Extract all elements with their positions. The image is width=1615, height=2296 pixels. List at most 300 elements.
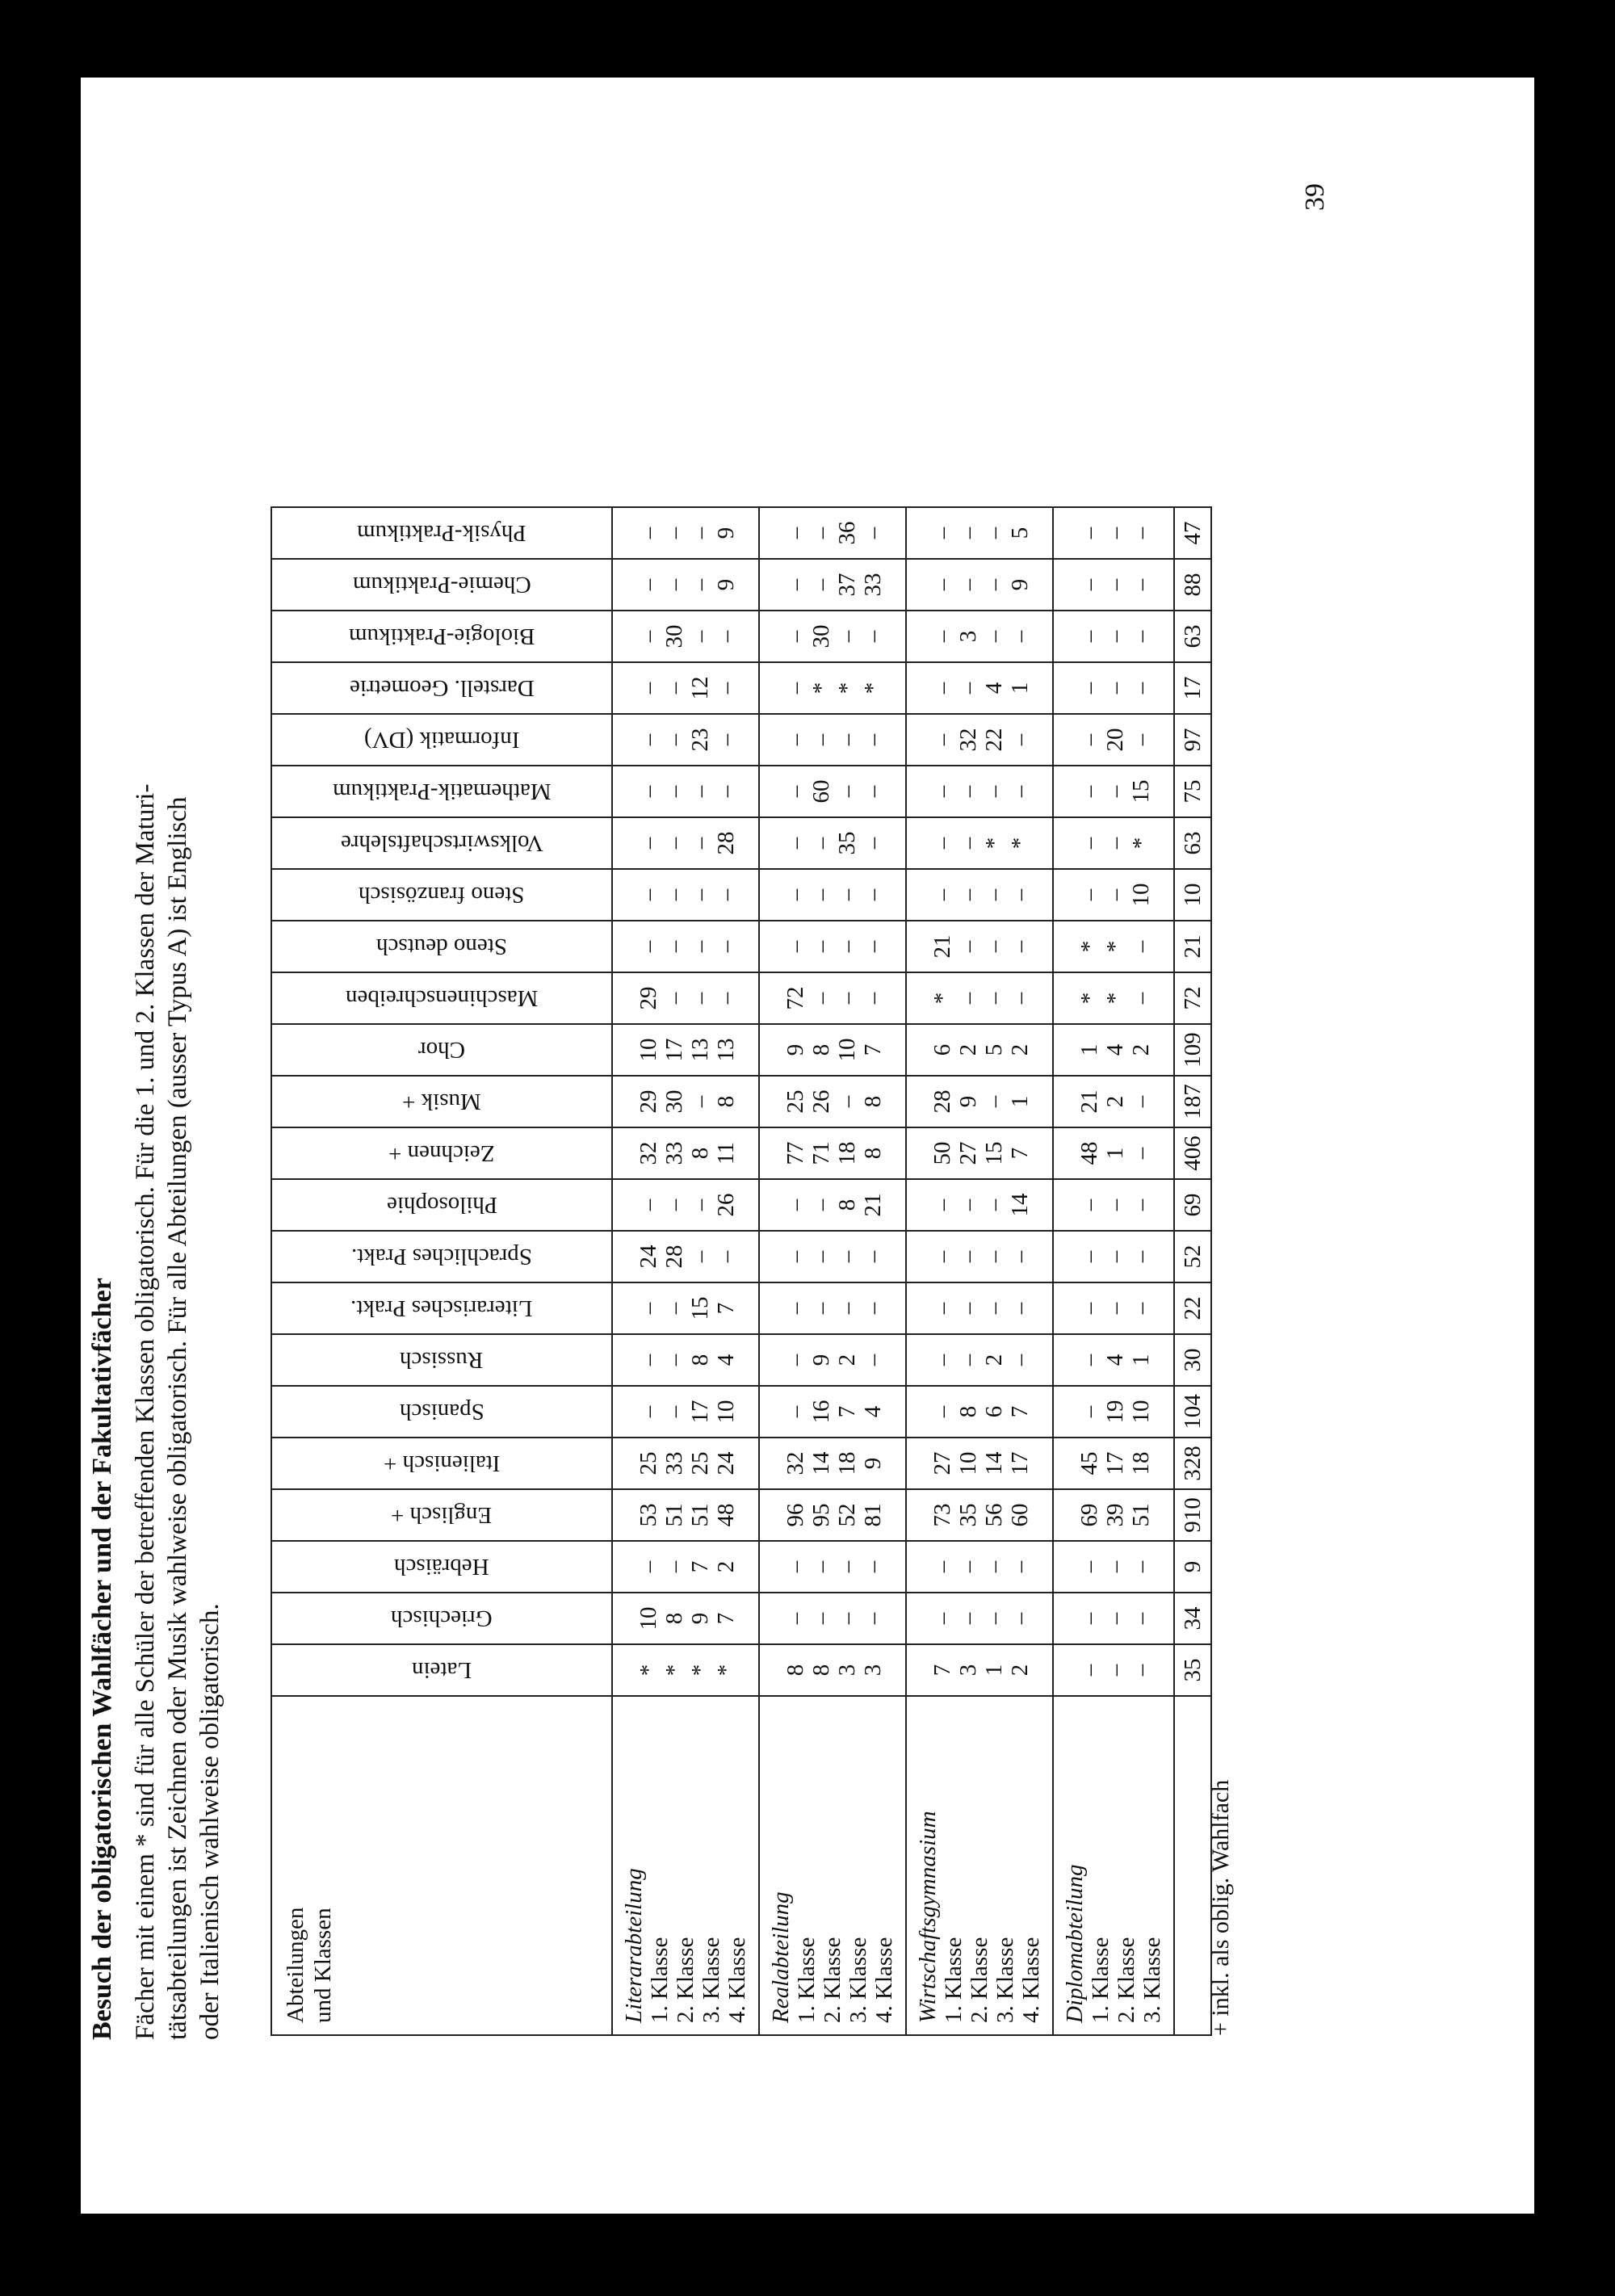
- enrollment-table: [271, 506, 1212, 2036]
- value: –: [782, 785, 808, 798]
- column-header-label: Maschinenschreiben: [345, 985, 539, 1012]
- row-header-line: und Klassen: [310, 1908, 336, 2023]
- value: *: [1076, 992, 1102, 1005]
- value: 18: [1128, 1451, 1154, 1475]
- value: *: [981, 837, 1007, 850]
- value: –: [981, 1302, 1007, 1315]
- value: –: [981, 578, 1007, 591]
- value: 51: [661, 1503, 687, 1527]
- value: –: [1076, 1198, 1102, 1211]
- value-cell: [906, 1282, 1053, 1334]
- value: 21: [929, 934, 955, 959]
- value: –: [1076, 1405, 1102, 1418]
- total-cell: 406: [1174, 1127, 1211, 1179]
- value: 28: [661, 1245, 687, 1269]
- value: –: [860, 1560, 886, 1573]
- value: 30: [661, 624, 687, 649]
- value: –: [929, 578, 955, 591]
- value-cell: [759, 1282, 906, 1334]
- value: –: [1102, 1250, 1128, 1263]
- value: –: [1007, 733, 1033, 746]
- value-cell: [906, 1127, 1053, 1179]
- value: *: [1128, 837, 1154, 850]
- value-cell: [1053, 714, 1174, 766]
- value: 8: [808, 1664, 834, 1677]
- value: –: [860, 1354, 886, 1366]
- value: 36: [834, 521, 860, 545]
- value: –: [1128, 940, 1154, 953]
- value: –: [981, 1198, 1007, 1211]
- value: –: [1076, 1612, 1102, 1625]
- value: –: [782, 733, 808, 746]
- total-cell: 63: [1174, 611, 1211, 662]
- value-cell: [612, 1024, 759, 1076]
- value: –: [636, 1354, 661, 1366]
- value: 9: [808, 1354, 834, 1366]
- value: 4: [860, 1405, 886, 1418]
- value-cell: [1053, 1489, 1174, 1541]
- value-cell: [1053, 1593, 1174, 1644]
- column-header: [271, 1231, 612, 1282]
- value: –: [713, 888, 739, 901]
- value: –: [636, 733, 661, 746]
- value-cell: [906, 972, 1053, 1024]
- value: 8: [860, 1095, 886, 1108]
- value: –: [860, 733, 886, 746]
- value: –: [636, 785, 661, 798]
- value: 56: [981, 1503, 1007, 1527]
- total-cell: 47: [1174, 507, 1211, 559]
- value: –: [1007, 1302, 1033, 1315]
- value: 4: [713, 1354, 739, 1366]
- total-cell: 109: [1174, 1024, 1211, 1076]
- value: –: [636, 888, 661, 901]
- value: –: [713, 940, 739, 953]
- class-label: 3. Klasse: [1139, 1937, 1165, 2023]
- value: 9: [782, 1043, 808, 1056]
- value: –: [929, 682, 955, 695]
- class-label: 1. Klasse: [794, 1937, 820, 2023]
- value: –: [808, 837, 834, 850]
- value: 9: [955, 1095, 981, 1108]
- value: –: [782, 630, 808, 643]
- value: 77: [782, 1141, 808, 1165]
- total-cell: 52: [1174, 1231, 1211, 1282]
- totals-row: [1174, 507, 1211, 2035]
- group-cell: [906, 1696, 1053, 2035]
- value: –: [955, 682, 981, 695]
- value: 2: [955, 1043, 981, 1056]
- value: 50: [929, 1141, 955, 1165]
- value-cell: [906, 1541, 1053, 1593]
- value: –: [687, 992, 713, 1005]
- value: –: [661, 682, 687, 695]
- value: 51: [1128, 1503, 1154, 1527]
- value: 14: [1007, 1193, 1033, 1217]
- class-label: 2. Klasse: [673, 1937, 698, 2023]
- value: –: [834, 1302, 860, 1315]
- value-cell: [1053, 559, 1174, 611]
- class-label: 2. Klasse: [1114, 1937, 1139, 2023]
- value: –: [1128, 1147, 1154, 1160]
- column-header-label: Steno französisch: [359, 882, 525, 909]
- value-cell: [759, 1179, 906, 1231]
- value: –: [808, 888, 834, 901]
- totals-label-cell: [1174, 1696, 1211, 2035]
- column-header: [271, 1489, 612, 1541]
- value: 48: [713, 1503, 739, 1527]
- value: –: [687, 1095, 713, 1108]
- value: –: [981, 1250, 1007, 1263]
- value: –: [1007, 785, 1033, 798]
- value: –: [1102, 785, 1128, 798]
- value: 32: [782, 1451, 808, 1475]
- value: 19: [1102, 1400, 1128, 1424]
- value: –: [808, 992, 834, 1005]
- value-cell: [1053, 921, 1174, 972]
- value: 8: [782, 1664, 808, 1677]
- value-cell: [1053, 1438, 1174, 1489]
- value: 35: [955, 1503, 981, 1527]
- value: 7: [860, 1043, 886, 1056]
- value: 24: [636, 1245, 661, 1269]
- value: *: [1102, 992, 1128, 1005]
- total-cell: 187: [1174, 1076, 1211, 1127]
- value-cell: [612, 1386, 759, 1438]
- total-cell: 104: [1174, 1386, 1211, 1438]
- column-header-label: Chemie-Praktikum: [352, 572, 531, 598]
- column-header: [271, 1644, 612, 1696]
- value: –: [782, 1250, 808, 1263]
- value: 10: [1128, 883, 1154, 907]
- value: –: [636, 578, 661, 591]
- value-cell: [1053, 1282, 1174, 1334]
- value: –: [1102, 682, 1128, 695]
- footnote: + inkl. als oblig. Wahlfach: [1207, 1779, 1234, 2036]
- value: –: [981, 785, 1007, 798]
- column-header-label: Zeichnen +: [388, 1140, 495, 1167]
- value-cell: [906, 1644, 1053, 1696]
- class-label: 4. Klasse: [871, 1937, 897, 2023]
- value: –: [782, 1198, 808, 1211]
- value: *: [1102, 940, 1128, 953]
- value: –: [782, 1405, 808, 1418]
- value: –: [929, 630, 955, 643]
- row-header-line: Abteilungen: [283, 1907, 308, 2023]
- total-cell: 328: [1174, 1438, 1211, 1489]
- value: 9: [687, 1612, 713, 1625]
- total-cell: 34: [1174, 1593, 1211, 1644]
- value: –: [929, 733, 955, 746]
- value: 33: [661, 1141, 687, 1165]
- group-name: Literarabteilung: [621, 1868, 647, 2023]
- value: 8: [687, 1147, 713, 1160]
- value: –: [782, 1354, 808, 1366]
- value: –: [860, 630, 886, 643]
- value: 33: [661, 1451, 687, 1475]
- column-header-label: Mathematik-Praktikum: [332, 779, 552, 805]
- value-cell: [612, 869, 759, 921]
- value: –: [1128, 1095, 1154, 1108]
- column-header-label: Sprachliches Prakt.: [351, 1244, 532, 1270]
- value-cell: [906, 1334, 1053, 1386]
- column-header-label: Volkswirtschaftslehre: [340, 830, 543, 857]
- value-cell: [612, 1282, 759, 1334]
- value: –: [1076, 1560, 1102, 1573]
- value-cell: [612, 1593, 759, 1644]
- value: 29: [636, 986, 661, 1010]
- value-cell: [1053, 662, 1174, 714]
- column-header-label: Philosophie: [386, 1192, 497, 1219]
- header-row: [271, 507, 612, 2035]
- value: –: [860, 527, 886, 539]
- value: 1: [1076, 1043, 1102, 1056]
- value-cell: [612, 1334, 759, 1386]
- value-cell: [906, 1076, 1053, 1127]
- row-header-cell: [271, 1696, 612, 2035]
- value: –: [808, 940, 834, 953]
- value: –: [1102, 837, 1128, 850]
- column-header: [271, 1076, 612, 1127]
- value: –: [687, 888, 713, 901]
- value-cell: [759, 1593, 906, 1644]
- value: –: [661, 888, 687, 901]
- value: –: [808, 1250, 834, 1263]
- value-cell: [906, 1231, 1053, 1282]
- value: –: [1076, 682, 1102, 695]
- value: 10: [1128, 1400, 1154, 1424]
- value: –: [1128, 1612, 1154, 1625]
- value: –: [782, 682, 808, 695]
- value: 15: [981, 1141, 1007, 1165]
- value: 9: [1007, 578, 1033, 591]
- value: –: [713, 1250, 739, 1263]
- value: –: [955, 992, 981, 1005]
- value-cell: [612, 766, 759, 817]
- value-cell: [1053, 1386, 1174, 1438]
- column-header: [271, 662, 612, 714]
- group-cell: [1053, 1696, 1174, 2035]
- value-cell: [906, 611, 1053, 662]
- value: *: [661, 1664, 687, 1677]
- value-cell: [1053, 1179, 1174, 1231]
- value: –: [636, 940, 661, 953]
- total-cell: 30: [1174, 1334, 1211, 1386]
- total-cell: 910: [1174, 1489, 1211, 1541]
- value: –: [981, 1560, 1007, 1573]
- column-header: [271, 817, 612, 869]
- value: 5: [981, 1043, 1007, 1056]
- value: –: [661, 940, 687, 953]
- value-cell: [612, 1438, 759, 1489]
- value: –: [636, 1560, 661, 1573]
- value: 10: [955, 1451, 981, 1475]
- value: –: [1076, 1354, 1102, 1366]
- column-header-label: Latein: [411, 1657, 472, 1684]
- value: 15: [1128, 779, 1154, 804]
- value: –: [808, 1612, 834, 1625]
- value: 32: [955, 728, 981, 752]
- value: –: [1128, 1302, 1154, 1315]
- class-label: 2. Klasse: [967, 1937, 992, 2023]
- value: 16: [808, 1400, 834, 1424]
- value: –: [782, 837, 808, 850]
- total-cell: 72: [1174, 972, 1211, 1024]
- value: 15: [687, 1296, 713, 1320]
- total-cell: 22: [1174, 1282, 1211, 1334]
- value: 2: [834, 1354, 860, 1366]
- value: 39: [1102, 1503, 1128, 1527]
- value-cell: [612, 662, 759, 714]
- value: –: [981, 940, 1007, 953]
- value-cell: [759, 1489, 906, 1541]
- value: 7: [713, 1302, 739, 1315]
- value-cell: [759, 559, 906, 611]
- value: –: [955, 1198, 981, 1211]
- value-cell: [759, 1386, 906, 1438]
- value: –: [1102, 1560, 1128, 1573]
- value: 8: [955, 1405, 981, 1418]
- value: –: [687, 527, 713, 539]
- value-cell: [612, 559, 759, 611]
- value-cell: [906, 507, 1053, 559]
- value: –: [955, 1560, 981, 1573]
- value-cell: [906, 817, 1053, 869]
- value: –: [834, 888, 860, 901]
- value: 2: [1007, 1664, 1033, 1677]
- value-cell: [759, 714, 906, 766]
- value: –: [661, 578, 687, 591]
- value: 7: [713, 1612, 739, 1625]
- total-cell: 69: [1174, 1179, 1211, 1231]
- value: 24: [713, 1451, 739, 1475]
- value: –: [1076, 1302, 1102, 1315]
- page-number: 39: [1300, 183, 1330, 211]
- value: *: [1076, 940, 1102, 953]
- value: –: [661, 1560, 687, 1573]
- page-sheet: [81, 78, 1534, 2214]
- column-header: [271, 921, 612, 972]
- class-label: 3. Klasse: [845, 1937, 871, 2023]
- value: –: [713, 630, 739, 643]
- value: –: [955, 1354, 981, 1366]
- page-heading: Besuch der obligatorischen Wahlfächer und der Fakultativfächer: [87, 1278, 117, 2040]
- group-name: Wirtschaftsgymnasium: [915, 1811, 941, 2023]
- value: –: [636, 1405, 661, 1418]
- value: 8: [713, 1095, 739, 1108]
- value: –: [955, 1302, 981, 1315]
- value: 2: [1128, 1043, 1154, 1056]
- value: 17: [661, 1038, 687, 1062]
- value: –: [1102, 578, 1128, 591]
- value: –: [834, 785, 860, 798]
- value: 5: [1007, 527, 1033, 539]
- value: –: [808, 733, 834, 746]
- value: –: [636, 527, 661, 539]
- value: 12: [687, 676, 713, 700]
- value: 1: [1007, 1095, 1033, 1108]
- value: –: [1128, 733, 1154, 746]
- value: 60: [1007, 1503, 1033, 1527]
- value: 48: [1076, 1141, 1102, 1165]
- value: 10: [636, 1606, 661, 1631]
- value-cell: [759, 1334, 906, 1386]
- value: 2: [981, 1354, 1007, 1366]
- column-header-label: Spanisch: [399, 1399, 484, 1425]
- value: 4: [981, 682, 1007, 695]
- value: 33: [860, 573, 886, 597]
- group-name: Realabteilung: [768, 1891, 794, 2023]
- value: –: [1128, 992, 1154, 1005]
- value-cell: [612, 972, 759, 1024]
- value: –: [955, 1250, 981, 1263]
- value: *: [929, 992, 955, 1005]
- value: 3: [834, 1664, 860, 1677]
- value-cell: [759, 1024, 906, 1076]
- value: 25: [687, 1451, 713, 1475]
- value-cell: [906, 662, 1053, 714]
- value-cell: [1053, 1231, 1174, 1282]
- value: –: [661, 837, 687, 850]
- column-header: [271, 1127, 612, 1179]
- value: –: [1007, 1612, 1033, 1625]
- value: 28: [929, 1089, 955, 1114]
- value: –: [1076, 837, 1102, 850]
- value: –: [636, 837, 661, 850]
- value: 9: [713, 578, 739, 591]
- value: 26: [808, 1089, 834, 1114]
- value: –: [1007, 992, 1033, 1005]
- total-cell: 9: [1174, 1541, 1211, 1593]
- value: 8: [661, 1612, 687, 1625]
- value: –: [1076, 527, 1102, 539]
- value: 1: [1007, 682, 1033, 695]
- value: –: [955, 578, 981, 591]
- value: 7: [929, 1664, 955, 1677]
- column-header: [271, 1438, 612, 1489]
- value: 7: [1007, 1147, 1033, 1160]
- value-cell: [906, 1593, 1053, 1644]
- value-cell: [906, 1024, 1053, 1076]
- value: *: [713, 1664, 739, 1677]
- value: 30: [661, 1089, 687, 1114]
- column-header: [271, 766, 612, 817]
- value: –: [713, 785, 739, 798]
- value-cell: [1053, 1024, 1174, 1076]
- value: *: [636, 1664, 661, 1677]
- table-row: [906, 507, 1053, 2035]
- value: 4: [1102, 1354, 1128, 1366]
- value-cell: [759, 921, 906, 972]
- value-cell: [612, 921, 759, 972]
- value: –: [782, 527, 808, 539]
- value: –: [1102, 527, 1128, 539]
- table-row: [612, 507, 759, 2035]
- column-header: [271, 1386, 612, 1438]
- value-cell: [612, 817, 759, 869]
- class-label: 3. Klasse: [992, 1937, 1018, 2023]
- column-header: [271, 507, 612, 559]
- column-header-label: Englisch +: [391, 1502, 493, 1529]
- value: 9: [713, 527, 739, 539]
- value: –: [1076, 1664, 1102, 1677]
- value: 21: [860, 1193, 886, 1217]
- value: 81: [860, 1503, 886, 1527]
- value: 17: [1102, 1451, 1128, 1475]
- column-header: [271, 1334, 612, 1386]
- value-cell: [906, 1438, 1053, 1489]
- total-cell: 75: [1174, 766, 1211, 817]
